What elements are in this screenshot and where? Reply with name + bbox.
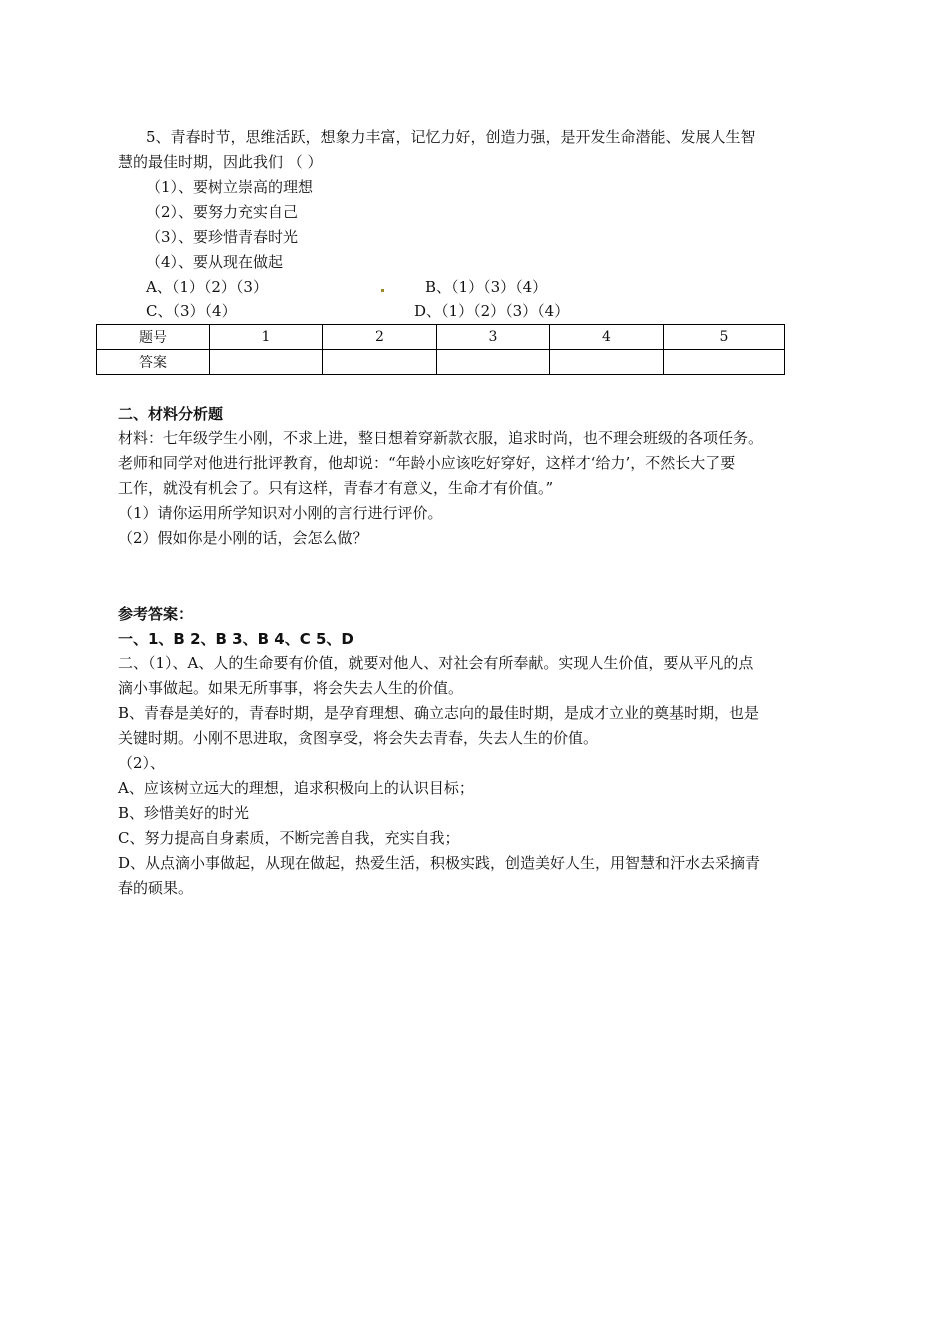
- table-answer-row: [97, 350, 785, 375]
- question-5-stem-line-1: 5、青春时节，思维活跃，想象力丰富，记忆力好，创造力强，是开发生命潜能、发展人生智: [146, 128, 756, 146]
- answer-cell-2[interactable]: [323, 350, 437, 375]
- section-2-heading: 二、材料分析题: [118, 405, 224, 423]
- section-2-question-2: （2）假如你是小刚的话，会怎么做？: [118, 529, 368, 547]
- table-number-4: 4: [550, 325, 664, 350]
- table-number-1: 1: [210, 325, 323, 350]
- reference-line-8: C、努力提高自身素质，不断完善自我，充实自我；: [118, 829, 460, 847]
- table-answer-label: 答案: [97, 350, 210, 375]
- reference-line-2: 滴小事做起。如果无所事事，将会失去人生的价值。: [118, 679, 464, 697]
- table-header-row: [97, 325, 785, 350]
- reference-line-6: A、应该树立远大的理想，追求积极向上的认识目标；: [118, 779, 474, 797]
- material-line-3: 工作，就没有机会了。只有这样，青春才有意义，生命才有价值。”: [118, 479, 554, 497]
- option-b: B、（1）（3）（4）: [425, 278, 548, 296]
- reference-part-1: 一、1、B 2、B 3、B 4、C 5、D: [118, 630, 354, 648]
- table-number-3: 3: [437, 325, 550, 350]
- reference-line-9: D、从点滴小事做起，从现在做起，热爱生活，积极实践，创造美好人生，用智慧和汗水去采摘青: [118, 854, 761, 872]
- option-d: D、（1）（2）（3）（4）: [414, 302, 570, 320]
- material-line-1: 材料：七年级学生小刚，不求上进，整日想着穿新款衣服，追求时尚，也不理会班级的各项任务。: [118, 429, 764, 447]
- reference-line-4: 关键时期。小刚不思进取，贪图享受，将会失去青春，失去人生的价值。: [118, 729, 599, 747]
- reference-line-3: B、青春是美好的，青春时期，是孕育理想、确立志向的最佳时期，是成才立业的奠基时期，也是: [118, 704, 760, 722]
- option-c: C、（3）（4）: [146, 302, 237, 320]
- question-5-item-4: （4）、要从现在做起: [146, 253, 284, 271]
- question-5-item-3: （3）、要珍惜青春时光: [146, 228, 299, 246]
- table-header-label: 题号: [97, 325, 210, 350]
- material-line-2: 老师和同学对他进行批评教育，他却说：“年龄小应该吃好穿好，这样才‘给力’，不然长大了要: [118, 454, 736, 472]
- reference-line-10: 春的硕果。: [118, 879, 194, 897]
- question-5-item-2: （2）、要努力充实自己: [146, 203, 299, 221]
- table-number-2: 2: [323, 325, 437, 350]
- answer-table: [96, 324, 785, 375]
- question-5-item-1: （1）、要树立崇高的理想: [146, 178, 314, 196]
- reference-line-5: （2）、: [118, 754, 166, 772]
- question-5-stem-line-2: 慧的最佳时期，因此我们 （ ）: [118, 153, 323, 171]
- answer-cell-3[interactable]: [437, 350, 550, 375]
- section-2-question-1: （1）请你运用所学知识对小刚的言行进行评价。: [118, 504, 443, 522]
- speck-mark: [381, 289, 384, 292]
- reference-line-7: B、珍惜美好的时光: [118, 804, 250, 822]
- reference-heading: 参考答案：: [118, 605, 194, 623]
- answer-cell-5[interactable]: [664, 350, 785, 375]
- table-number-5: 5: [664, 325, 785, 350]
- option-a: A、（1）（2）（3）: [146, 278, 268, 296]
- answer-cell-1[interactable]: [210, 350, 323, 375]
- reference-line-1: 二、（1）、A、人的生命要有价值，就要对他人、对社会有所奉献。实现人生价值，要从平凡的点: [118, 654, 754, 672]
- answer-cell-4[interactable]: [550, 350, 664, 375]
